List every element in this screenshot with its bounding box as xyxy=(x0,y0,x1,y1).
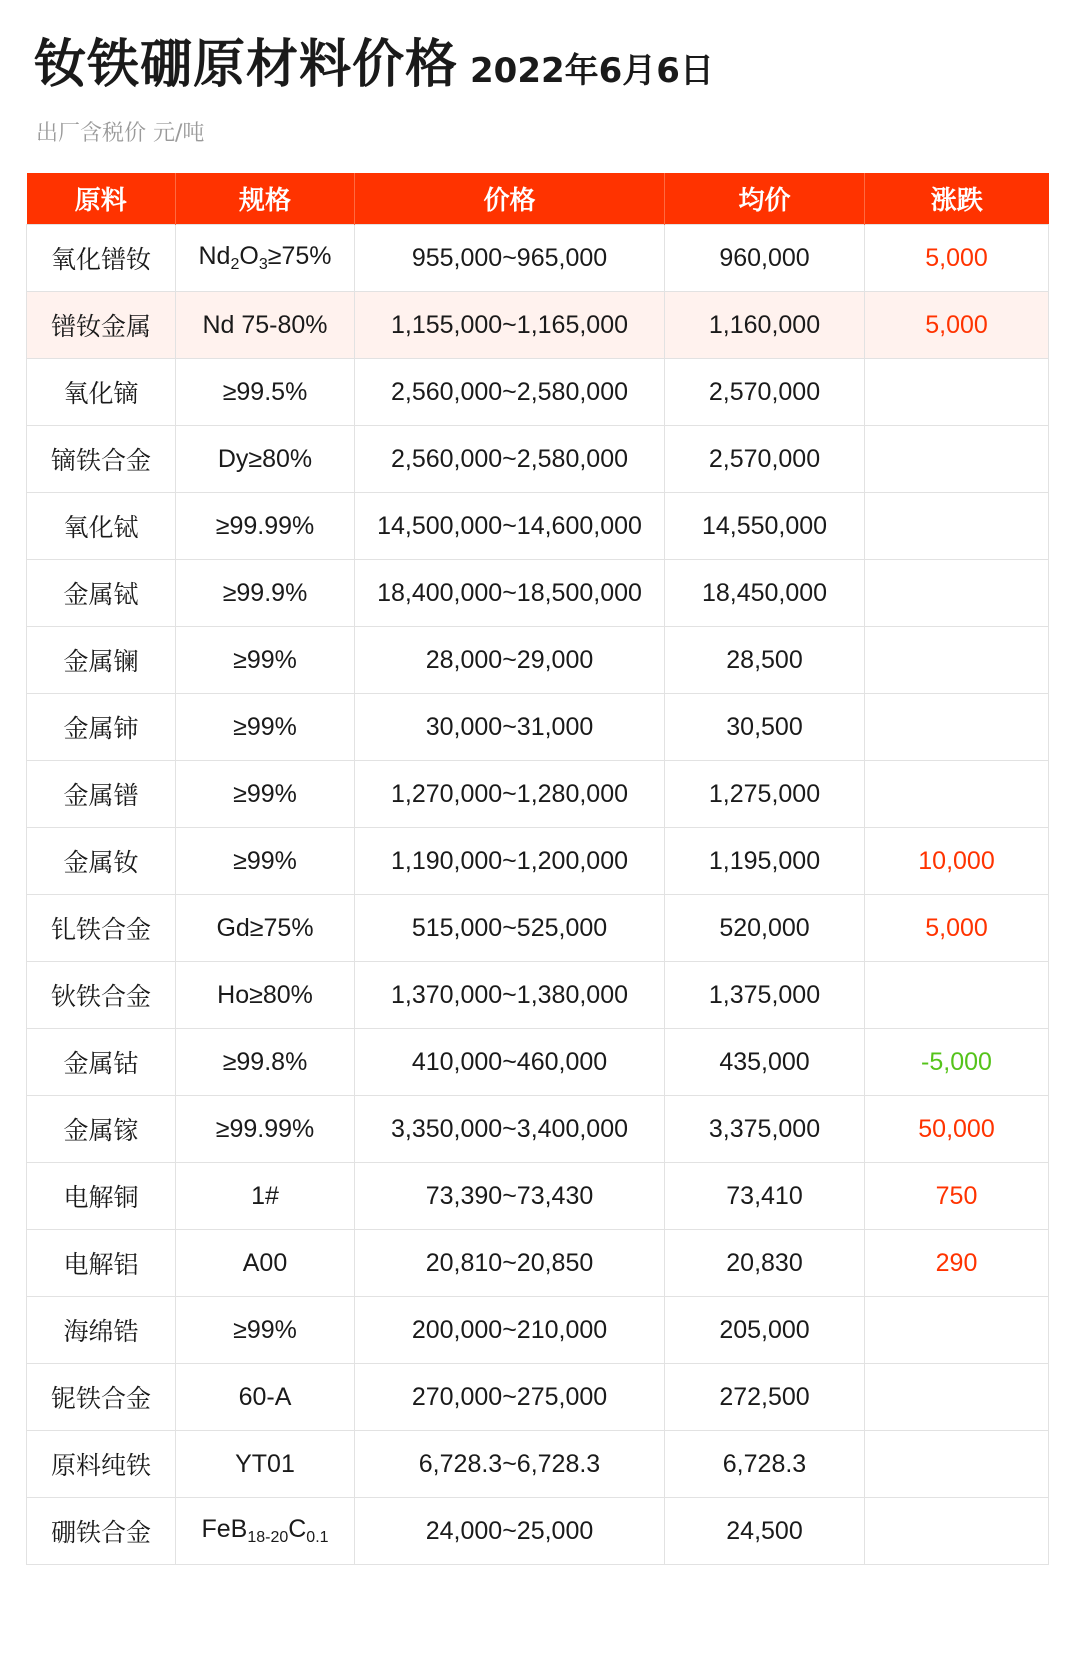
price-range: 515,000~525,000 xyxy=(355,895,665,962)
material-name: 海绵锆 xyxy=(27,1297,176,1364)
average-price: 3,375,000 xyxy=(665,1096,865,1163)
material-name: 电解铝 xyxy=(27,1230,176,1297)
price-change xyxy=(865,426,1049,493)
average-price: 14,550,000 xyxy=(665,493,865,560)
material-name: 电解铜 xyxy=(27,1163,176,1230)
average-price: 960,000 xyxy=(665,225,865,292)
price-range: 28,000~29,000 xyxy=(355,627,665,694)
spec-cell: YT01 xyxy=(176,1431,355,1498)
table-row xyxy=(27,225,1049,292)
material-name: 金属镓 xyxy=(27,1096,176,1163)
price-change xyxy=(865,359,1049,426)
price-table xyxy=(26,173,1049,1565)
price-range: 1,370,000~1,380,000 xyxy=(355,962,665,1029)
material-name: 钬铁合金 xyxy=(27,962,176,1029)
average-price: 2,570,000 xyxy=(665,426,865,493)
price-change xyxy=(865,493,1049,560)
spec-cell: ≥99% xyxy=(176,1297,355,1364)
material-name: 金属铈 xyxy=(27,694,176,761)
spec-cell: Dy≥80% xyxy=(176,426,355,493)
price-change: 750 xyxy=(865,1163,1049,1230)
price-range: 30,000~31,000 xyxy=(355,694,665,761)
table-row xyxy=(27,292,1049,359)
table-row xyxy=(27,1230,1049,1297)
unit-note: 出厂含税价 元/吨 xyxy=(36,121,205,146)
price-change xyxy=(865,1364,1049,1431)
table-row xyxy=(27,627,1049,694)
spec-cell: ≥99.8% xyxy=(176,1029,355,1096)
spec-cell: ≥99.99% xyxy=(176,493,355,560)
table-row xyxy=(27,694,1049,761)
table-row xyxy=(27,1297,1049,1364)
average-price: 20,830 xyxy=(665,1230,865,1297)
price-range: 24,000~25,000 xyxy=(355,1498,665,1565)
average-price: 18,450,000 xyxy=(665,560,865,627)
material-name: 金属钴 xyxy=(27,1029,176,1096)
price-range: 1,190,000~1,200,000 xyxy=(355,828,665,895)
spec-cell: ≥99% xyxy=(176,627,355,694)
table-row xyxy=(27,1364,1049,1431)
price-change xyxy=(865,694,1049,761)
material-name: 硼铁合金 xyxy=(27,1498,176,1565)
table-row xyxy=(27,493,1049,560)
price-change: -5,000 xyxy=(865,1029,1049,1096)
report-date: 2022年6月6日 xyxy=(470,51,714,91)
table-row xyxy=(27,828,1049,895)
average-price: 435,000 xyxy=(665,1029,865,1096)
price-range: 18,400,000~18,500,000 xyxy=(355,560,665,627)
price-change: 5,000 xyxy=(865,292,1049,359)
column-header-average: 均价 xyxy=(665,173,865,225)
price-change xyxy=(865,560,1049,627)
table-row xyxy=(27,1498,1049,1565)
table-header-row xyxy=(27,173,1049,225)
price-range: 955,000~965,000 xyxy=(355,225,665,292)
page-header xyxy=(34,22,714,97)
spec-cell: A00 xyxy=(176,1230,355,1297)
table-row xyxy=(27,1096,1049,1163)
price-range: 200,000~210,000 xyxy=(355,1297,665,1364)
column-header-price: 价格 xyxy=(355,173,665,225)
spec-cell: Gd≥75% xyxy=(176,895,355,962)
table-row xyxy=(27,895,1049,962)
table-row xyxy=(27,426,1049,493)
price-change xyxy=(865,627,1049,694)
average-price: 520,000 xyxy=(665,895,865,962)
table-row xyxy=(27,359,1049,426)
column-header-change: 涨跌 xyxy=(865,173,1049,225)
average-price: 6,728.3 xyxy=(665,1431,865,1498)
price-change xyxy=(865,1297,1049,1364)
page-title: 钕铁硼原材料价格 xyxy=(34,35,459,95)
spec-cell: 1# xyxy=(176,1163,355,1230)
price-range: 20,810~20,850 xyxy=(355,1230,665,1297)
price-range: 1,270,000~1,280,000 xyxy=(355,761,665,828)
average-price: 2,570,000 xyxy=(665,359,865,426)
average-price: 28,500 xyxy=(665,627,865,694)
table-row xyxy=(27,1163,1049,1230)
price-change: 50,000 xyxy=(865,1096,1049,1163)
table-body xyxy=(27,225,1049,1565)
price-change xyxy=(865,1431,1049,1498)
material-name: 镨钕金属 xyxy=(27,292,176,359)
table-row xyxy=(27,1029,1049,1096)
material-name: 金属铽 xyxy=(27,560,176,627)
average-price: 1,375,000 xyxy=(665,962,865,1029)
spec-subscript: 2 xyxy=(230,256,240,273)
spec-cell: ≥99% xyxy=(176,694,355,761)
average-price: 205,000 xyxy=(665,1297,865,1364)
price-change xyxy=(865,962,1049,1029)
spec-cell: Nd 75-80% xyxy=(176,292,355,359)
spec-cell: Ho≥80% xyxy=(176,962,355,1029)
average-price: 1,195,000 xyxy=(665,828,865,895)
material-name: 氧化镨钕 xyxy=(27,225,176,292)
table-row xyxy=(27,1431,1049,1498)
material-name: 镝铁合金 xyxy=(27,426,176,493)
material-name: 金属镧 xyxy=(27,627,176,694)
spec-text: O xyxy=(239,242,259,270)
table-row xyxy=(27,962,1049,1029)
spec-text: FeB xyxy=(201,1515,248,1543)
material-name: 氧化镝 xyxy=(27,359,176,426)
material-name: 原料纯铁 xyxy=(27,1431,176,1498)
material-name: 氧化铽 xyxy=(27,493,176,560)
price-range: 14,500,000~14,600,000 xyxy=(355,493,665,560)
column-header-material: 原料 xyxy=(27,173,176,225)
price-change: 5,000 xyxy=(865,225,1049,292)
price-change xyxy=(865,761,1049,828)
average-price: 1,275,000 xyxy=(665,761,865,828)
average-price: 24,500 xyxy=(665,1498,865,1565)
average-price: 73,410 xyxy=(665,1163,865,1230)
column-header-spec: 规格 xyxy=(176,173,355,225)
spec-cell: ≥99.5% xyxy=(176,359,355,426)
spec-cell: ≥99% xyxy=(176,828,355,895)
average-price: 272,500 xyxy=(665,1364,865,1431)
average-price: 1,160,000 xyxy=(665,292,865,359)
price-range: 270,000~275,000 xyxy=(355,1364,665,1431)
price-change: 10,000 xyxy=(865,828,1049,895)
material-name: 钆铁合金 xyxy=(27,895,176,962)
spec-text: ≥75% xyxy=(267,242,332,270)
table-row xyxy=(27,761,1049,828)
spec-cell xyxy=(176,1498,355,1565)
price-change: 5,000 xyxy=(865,895,1049,962)
material-name: 金属钕 xyxy=(27,828,176,895)
spec-subscript: 0.1 xyxy=(306,1529,329,1546)
spec-cell: ≥99% xyxy=(176,761,355,828)
price-range: 2,560,000~2,580,000 xyxy=(355,359,665,426)
price-range: 3,350,000~3,400,000 xyxy=(355,1096,665,1163)
price-range: 2,560,000~2,580,000 xyxy=(355,426,665,493)
material-name: 铌铁合金 xyxy=(27,1364,176,1431)
spec-text: Nd xyxy=(198,242,231,270)
spec-cell xyxy=(176,225,355,292)
price-range: 1,155,000~1,165,000 xyxy=(355,292,665,359)
spec-cell: ≥99.9% xyxy=(176,560,355,627)
spec-subscript: 18-20 xyxy=(247,1529,289,1546)
spec-text: C xyxy=(288,1515,307,1543)
material-name: 金属镨 xyxy=(27,761,176,828)
price-range: 410,000~460,000 xyxy=(355,1029,665,1096)
price-range: 73,390~73,430 xyxy=(355,1163,665,1230)
table-row xyxy=(27,560,1049,627)
price-change: 290 xyxy=(865,1230,1049,1297)
price-range: 6,728.3~6,728.3 xyxy=(355,1431,665,1498)
price-change xyxy=(865,1498,1049,1565)
spec-cell: ≥99.99% xyxy=(176,1096,355,1163)
average-price: 30,500 xyxy=(665,694,865,761)
spec-subscript: 3 xyxy=(258,256,268,273)
spec-cell: 60-A xyxy=(176,1364,355,1431)
